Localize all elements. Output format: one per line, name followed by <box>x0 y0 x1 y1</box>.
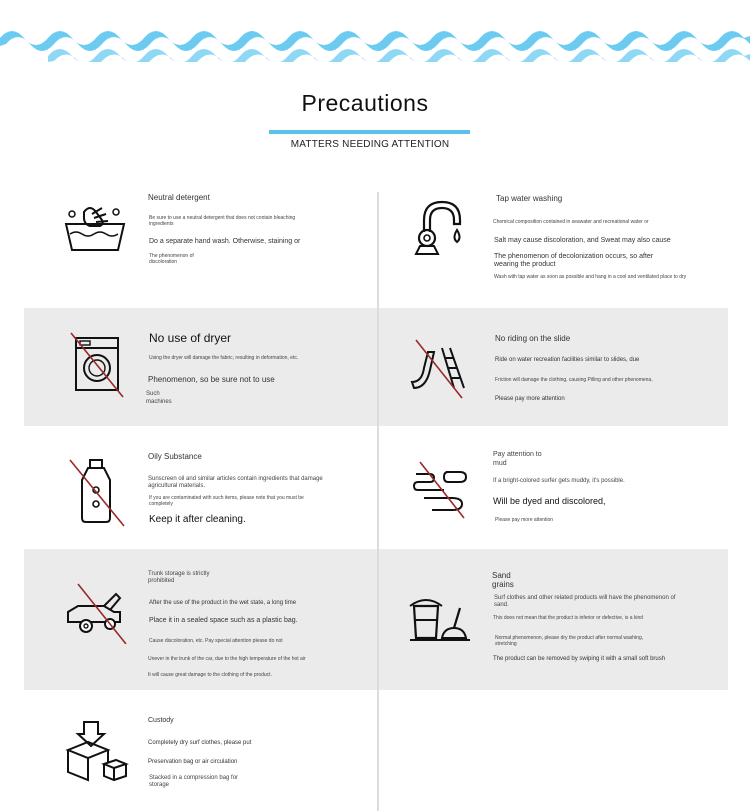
item-line: Preservation bag or air circulation <box>148 759 238 765</box>
item-heading: Custody <box>148 717 174 724</box>
item-line: Using the dryer will damage the fabric, resulting in deformation, etc. <box>149 355 299 361</box>
item-line: Do a separate hand wash. Otherwise, staining or <box>149 238 301 245</box>
item-line: Phenomenon, so be sure not to use <box>148 375 275 384</box>
item-line: If you are contaminated with such items, please note that you must be completely <box>149 495 304 507</box>
sand-bucket-icon <box>408 598 472 642</box>
item-heading: Sand grains <box>492 571 514 589</box>
tap-faucet-icon <box>410 198 470 258</box>
item-heading: No use of dryer <box>149 331 232 345</box>
item-line: Normal phenomenon, please dry the product after normal washing, stretching <box>495 635 644 647</box>
item-line: Chemical composition contained in seawater and recreational water or <box>493 219 649 225</box>
no-car-trunk-icon <box>64 582 128 644</box>
item-line: After the use of the product in the wet state, a long time <box>149 600 297 606</box>
item-line: Unever in the trunk of the car, due to the high temperature of the hot air <box>148 656 306 662</box>
item-line: Keep it after cleaning. <box>149 514 246 525</box>
item-heading: No riding on the slide <box>495 334 571 343</box>
hand-wash-basin-icon <box>62 200 128 256</box>
storage-boxes-icon <box>64 718 130 784</box>
no-mud-icon <box>410 460 470 520</box>
column-divider <box>377 192 379 811</box>
no-oily-bottle-icon <box>66 456 128 530</box>
item-line: Friction will damage the clothing, causing Pilling and other phenomena, <box>495 377 653 383</box>
item-line: Completely dry surf clothes, please put <box>148 740 252 746</box>
item-line: Place it in a sealed space such as a plastic bag. <box>149 617 298 624</box>
item-line: This does not mean that the product is inferior or defective, is a kind <box>493 615 644 621</box>
item-line: Ride on water recreation facilities similar to slides, due <box>495 357 640 363</box>
item-line: If a bright-colored surfer gets muddy, it's possible. <box>493 478 625 484</box>
item-line: The phenomenon of decolonization occurs, so after wearing the product <box>494 253 654 268</box>
title-underline <box>269 130 470 134</box>
item-line: Please pay more attention <box>495 517 554 523</box>
item-line: Cause discoloration, etc. Pay special attention please do not <box>149 638 283 644</box>
wave-decoration <box>0 0 750 62</box>
item-line: The product can be removed by swiping it with a small soft brush <box>493 656 666 662</box>
item-heading: Pay attention to mud <box>493 451 542 467</box>
page-title: Precautions <box>301 90 429 116</box>
item-heading: Tap water washing <box>496 194 563 203</box>
item-line: Please pay more attention <box>495 396 565 402</box>
item-heading: Neutral detergent <box>148 193 210 202</box>
item-heading: Oily Substance <box>148 452 202 461</box>
item-line: It will cause great damage to the clothing of the product. <box>148 672 272 678</box>
item-line: The phenomenon of discoloration <box>149 253 194 265</box>
item-line: Will be dyed and discolored, <box>493 496 606 506</box>
item-line: Such machines <box>146 391 172 405</box>
item-line: Salt may cause discoloration, and Sweat may also cause <box>494 237 671 244</box>
item-line: Surf clothes and other related products will have the phenomenon of sand. <box>494 595 676 608</box>
item-line: Stacked in a compression bag for storage <box>149 775 239 788</box>
item-line: Sunscreen oil and similar articles contain ingredients that damage agricultural materials. <box>148 476 323 489</box>
row-band-2 <box>24 308 728 426</box>
page-subtitle: MATTERS NEEDING ATTENTION <box>290 139 450 150</box>
no-dryer-icon <box>68 330 126 398</box>
item-line: Be sure to use a neutral detergent that does not contain bleaching ingredients <box>149 215 296 227</box>
item-heading: Trunk storage is strictly prohibited <box>148 571 210 584</box>
no-slide-icon <box>408 338 472 400</box>
item-line: Wash with tap water as soon as possible and hang in a cool and ventilated place to dry <box>494 274 687 280</box>
